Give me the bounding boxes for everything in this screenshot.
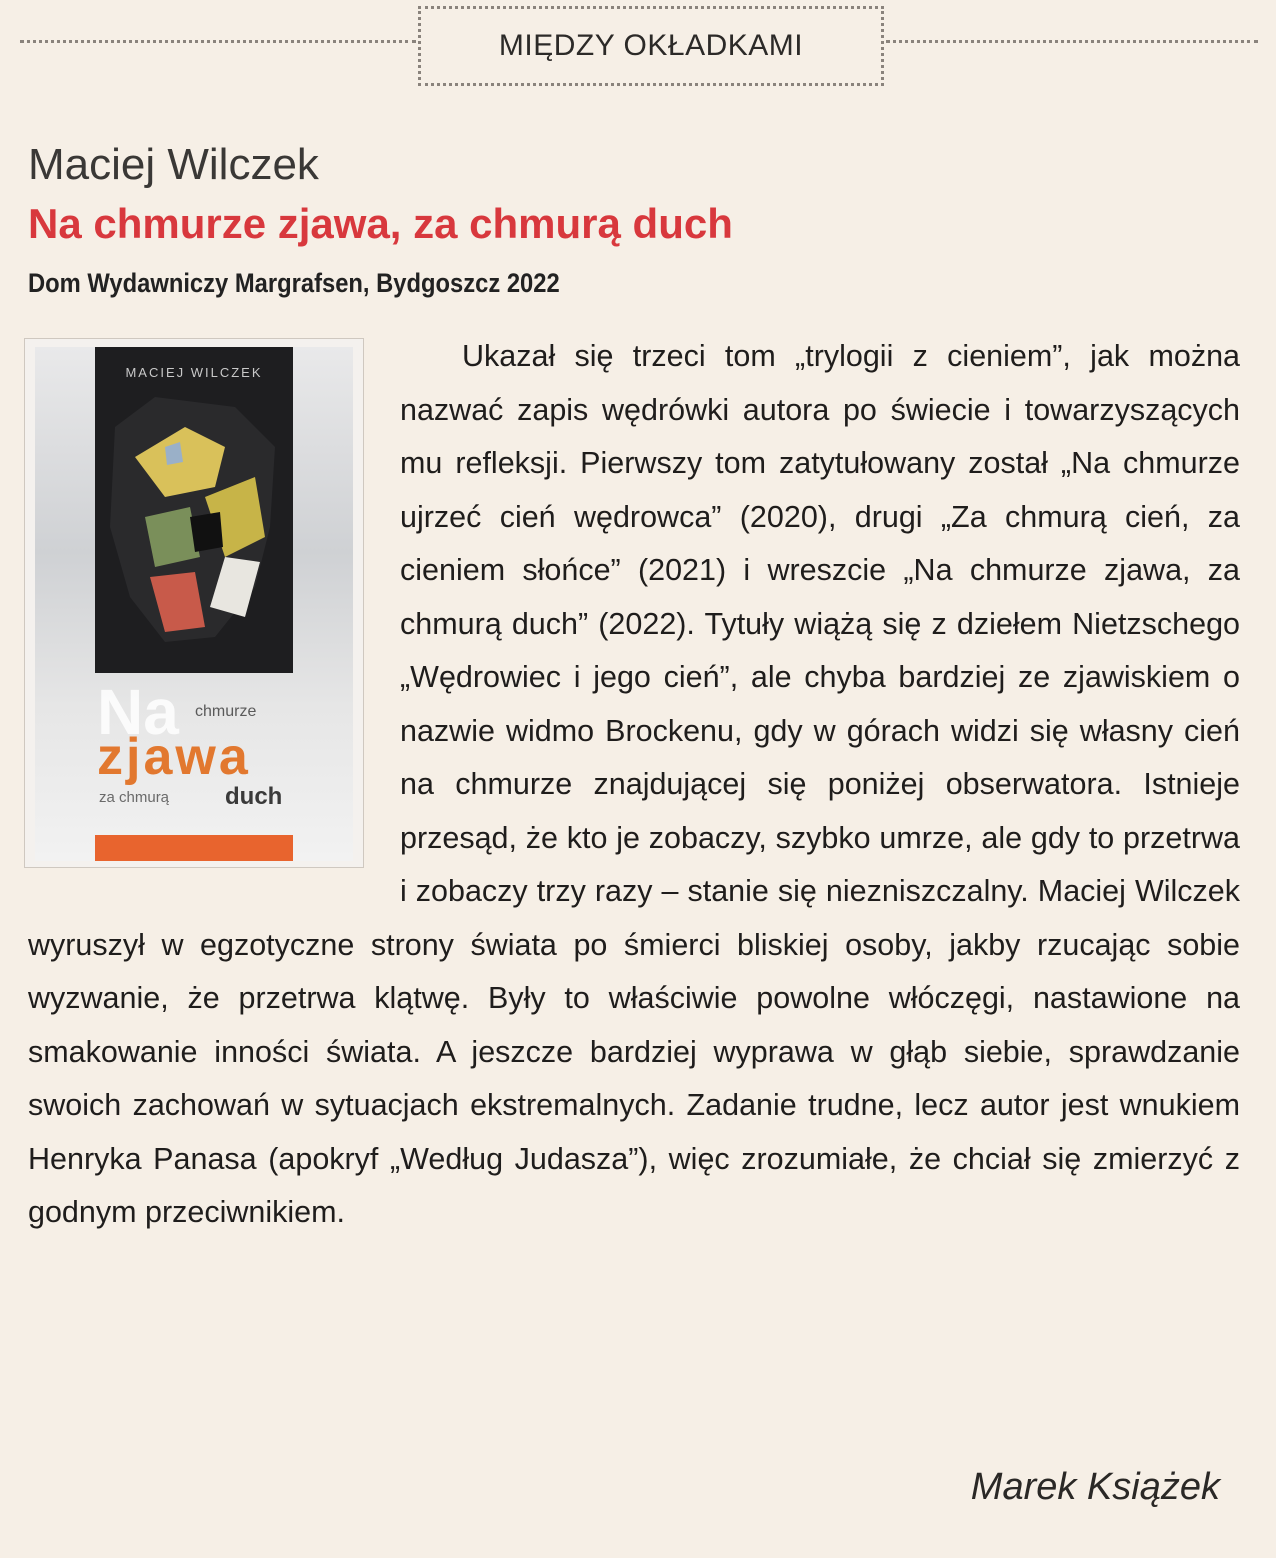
header-rule-right xyxy=(886,40,1258,43)
review-body xyxy=(28,330,1240,1240)
review-body-text: Ukazał się trzeci tom „trylogii z cieniem”, jak można nazwać zapis wędrówki autora po świecie i towarzyszących mu refleksji. Pierwszy tom zatytułowany został „Na chmurze ujrzeć cień wędrowca” (2020), drugi „Za chmurą cień, za cieniem słońce” (2021) i wreszcie „Na chmurze zjawa, za chmurą duch” (2022). Tytuły wiążą się z dziełem Nietzschego „Wędrowiec i jego cień”, ale chyba bardziej ze zjawiskiem o nazwie widmo Brockenu, gdy w górach widzi się własny cień na chmurze znajdującej się poniżej obserwatora. Istnieje przesąd, że kto je zobaczy, szybko umrze, ale gdy to przetrwa i zobaczy trzy razy – stanie się niezniszczalny. Maciej Wilczek wyruszył w egzotyczne strony świata po śmierci bliskiej osoby, jakby rzucając sobie wyzwanie, że przetrwa klątwę. Były to właściwie powolne włóczęgi, nastawione na smakowanie inności świata. A jeszcze bardziej wyprawa w głąb siebie, sprawdzanie swoich zachowań w sytuacjach ekstremalnych. Zadanie trudne, lecz autor jest wnukiem Henryka Panasa (apokryf „Według Judasza”), więc zrozumiałe, że chciał się zmierzyć z godnym przeciwnikiem. xyxy=(28,339,1240,1229)
book-author: Maciej Wilczek xyxy=(28,140,319,189)
cover-title-duch: duch xyxy=(225,783,283,810)
cover-title-zjawa: zjawa xyxy=(97,728,251,786)
cover-author: MACIEJ WILCZEK xyxy=(125,365,263,380)
header-rule-left xyxy=(20,40,416,43)
cover-float-spacer xyxy=(28,330,400,898)
cover-title-chmurze: chmurze xyxy=(195,703,257,720)
cover-title-za-chmura: za chmurą xyxy=(99,789,170,806)
book-publisher: Dom Wydawniczy Margrafsen, Bydgoszcz 2022 xyxy=(28,268,560,298)
cover-title-na: Na xyxy=(97,676,179,748)
book-title: Na chmurze zjawa, za chmurą duch xyxy=(28,200,733,247)
reviewer-signature: Marek Książek xyxy=(970,1466,1220,1508)
section-label: MIĘDZY OKŁADKAMI xyxy=(418,6,884,86)
